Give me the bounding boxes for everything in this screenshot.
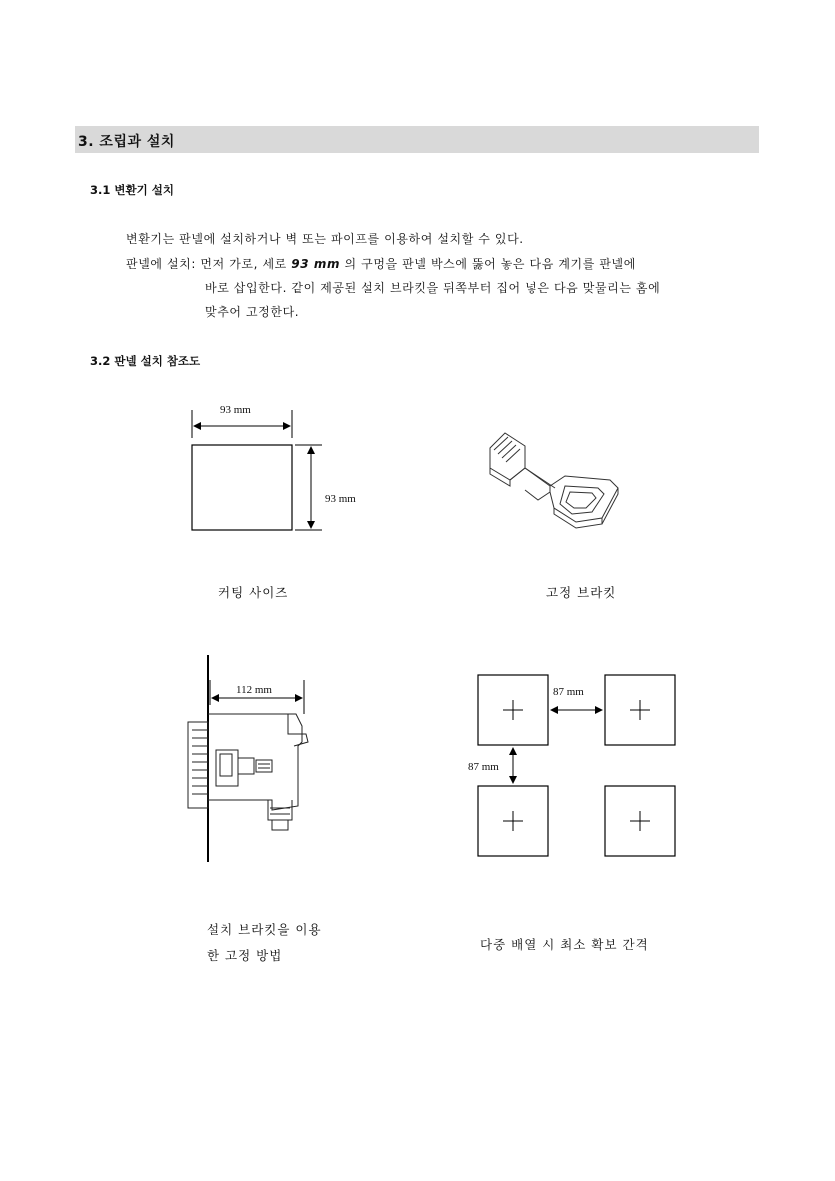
horizontal-spacing-label: 87 mm [553,686,584,698]
side-mounting-diagram [180,650,320,870]
cutout-size-emphasis: 93 mm [291,257,341,271]
section-heading-bar [75,126,759,153]
caption-side-line-1: 설치 브라킷을 이용 [207,922,322,937]
caption-spacing: 다중 배열 시 최소 확보 간격 [480,937,649,952]
depth-label: 112 mm [236,684,272,696]
paragraph-line-1: 변환기는 판넬에 설치하거나 벽 또는 파이프를 이용하여 설치할 수 있다. [126,232,524,246]
paragraph-line-3: 바로 삽입한다. 같이 제공된 설치 브라킷을 뒤쪽부터 집어 넣은 다음 맞물리는 홈에 [205,281,661,295]
section-title: 3. 조립과 설치 [78,134,175,150]
cut-width-label: 93 mm [220,404,251,416]
subsection-title-install: 3.1 변환기 설치 [90,183,174,197]
array-spacing-diagram [470,668,700,868]
caption-bracket: 고정 브라킷 [546,585,617,600]
vertical-spacing-label: 87 mm [468,761,499,773]
subsection-title-reference: 3.2 판넬 설치 참조도 [90,354,201,368]
paragraph-line-4: 맞추어 고정한다. [205,305,300,319]
paragraph-line-2-post: 의 구멍을 판넬 박스에 뚫어 놓은 다음 계기를 판넬에 [340,257,636,271]
paragraph-line-2 [126,255,636,272]
bracket-drawing [480,428,630,528]
caption-side-line-2: 한 고정 방법 [207,948,283,963]
paragraph-line-2-pre: 판넬에 설치: 먼저 가로, 세로 [126,257,292,271]
cut-size-diagram [180,400,380,540]
caption-cut-size: 커팅 사이즈 [218,585,289,600]
cut-height-label: 93 mm [325,493,356,505]
